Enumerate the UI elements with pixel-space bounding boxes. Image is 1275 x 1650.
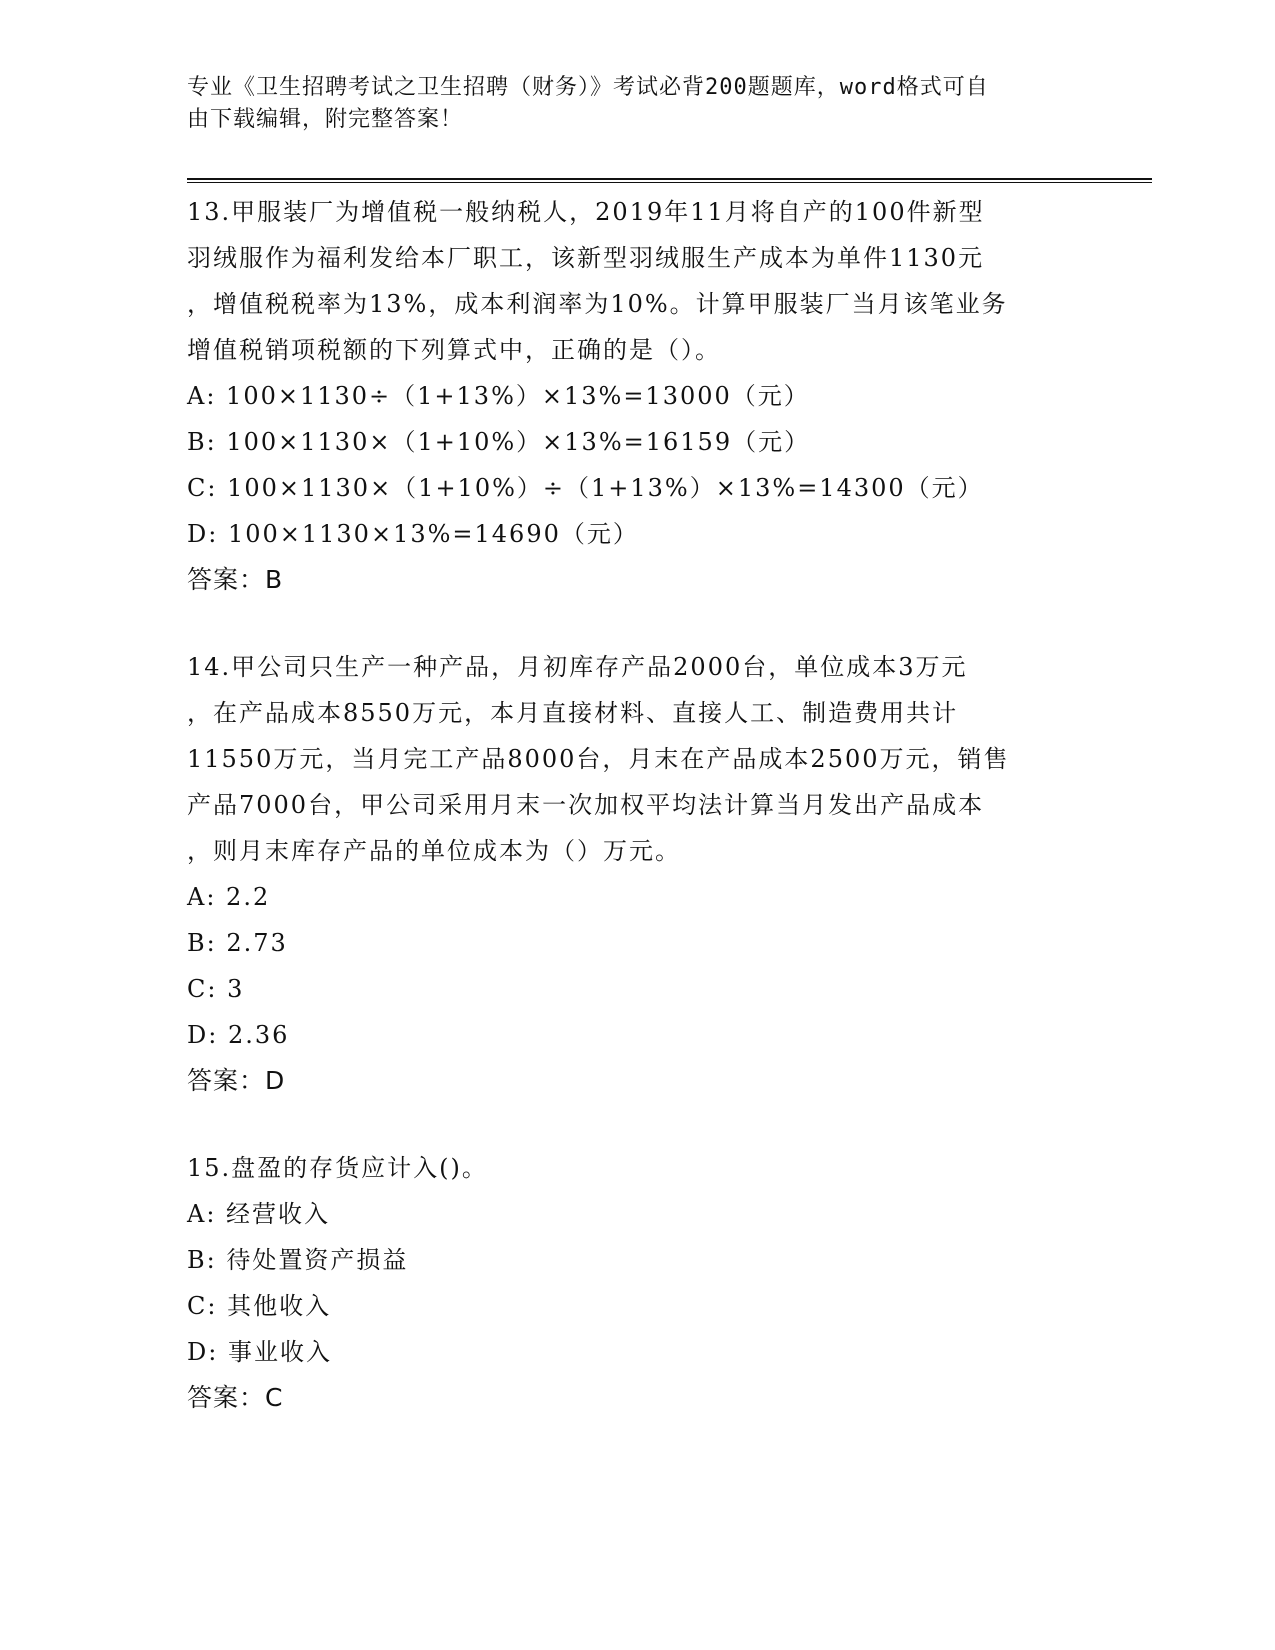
option-a: A: 经营收入 (187, 1200, 331, 1228)
option-c: C: 100×1130×（1+10%）÷（1+13%）×13%=14300（元） (187, 474, 984, 502)
question-stem-line: ，则月末库存产品的单位成本为（）万元。 (187, 837, 681, 865)
question-stem-line: 14.甲公司只生产一种产品，月初库存产品2000台，单位成本3万元 (187, 653, 968, 681)
question-14 (187, 644, 1087, 1104)
question-stem-line: 增值税销项税额的下列算式中，正确的是（）。 (187, 336, 721, 364)
option-d: D: 事业收入 (187, 1338, 332, 1366)
question-stem-line: 11550万元，当月完工产品8000台，月末在产品成本2500万元，销售 (187, 745, 1010, 773)
option-c: C: 3 (187, 975, 245, 1003)
option-b: B: 2.73 (187, 929, 288, 957)
option-a: A: 2.2 (187, 883, 271, 911)
option-b: B: 待处置资产损益 (187, 1246, 409, 1274)
question-stem-line: ，在产品成本8550万元，本月直接材料、直接人工、制造费用共计 (187, 699, 959, 727)
question-15 (187, 1145, 1087, 1421)
option-d: D: 2.36 (187, 1021, 290, 1049)
header-line: 专业《卫生招聘考试之卫生招聘（财务）》考试必背200题题库，word格式可自 (187, 75, 989, 100)
option-b: B: 100×1130×（1+10%）×13%=16159（元） (187, 428, 811, 456)
answer-line: 答案：D (187, 1066, 286, 1095)
answer-line: 答案：B (187, 565, 284, 594)
answer-line: 答案：C (187, 1383, 284, 1412)
question-stem-line: 产品7000台，甲公司采用月末一次加权平均法计算当月发出产品成本 (187, 791, 985, 819)
question-13 (187, 189, 1087, 603)
question-stem-line: 15.盘盈的存货应计入()。 (187, 1154, 488, 1182)
header-line: 由下载编辑，附完整答案！ (187, 107, 464, 132)
document-header (187, 72, 1067, 136)
question-stem-line: 羽绒服作为福利发给本厂职工，该新型羽绒服生产成本为单件1130元 (187, 244, 985, 272)
question-stem-line: ，增值税税率为13%，成本利润率为10%。计算甲服装厂当月该笔业务 (187, 290, 1008, 318)
header-divider (187, 178, 1152, 183)
option-a: A: 100×1130÷（1+13%）×13%=13000（元） (187, 382, 810, 410)
question-stem-line: 13.甲服装厂为增值税一般纳税人，2019年11月将自产的100件新型 (187, 198, 985, 226)
option-d: D: 100×1130×13%=14690（元） (187, 520, 639, 548)
option-c: C: 其他收入 (187, 1292, 332, 1320)
